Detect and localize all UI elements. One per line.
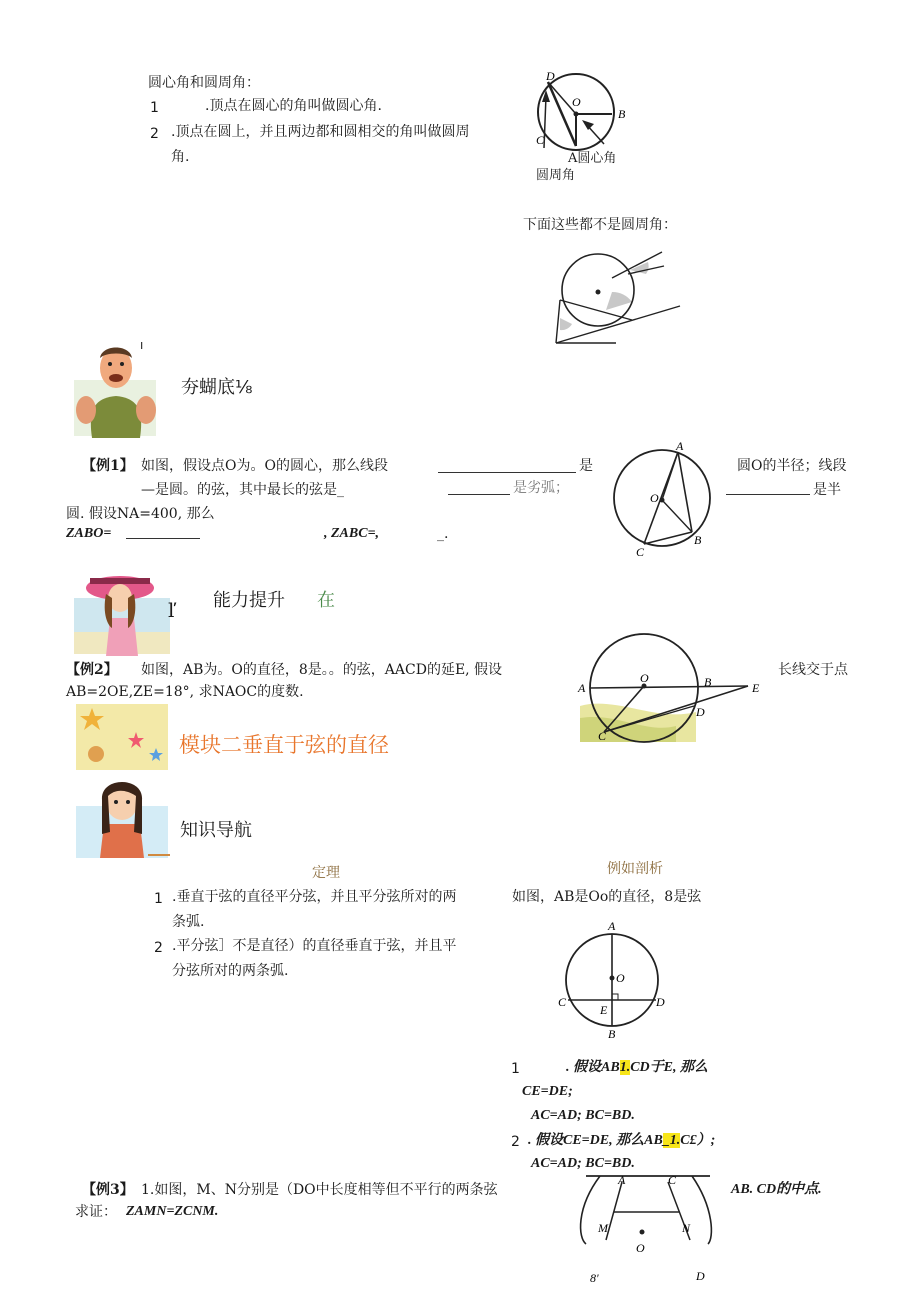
figure-non-inscribed-angles — [552, 240, 692, 350]
analysis-text: . 假设AB — [566, 1060, 620, 1075]
cartoon-girl-image — [74, 772, 170, 858]
figure-example3-circle — [582, 1168, 722, 1288]
example-text: _. — [437, 526, 449, 542]
caption-inscribed-angle: 圆周角 — [536, 168, 576, 183]
header-mark: ı — [140, 338, 144, 352]
example-text: 长线交于点 — [778, 662, 848, 678]
cartoon-girl-hat-image — [72, 558, 175, 658]
point-label: A — [608, 919, 616, 933]
example-text: 是劣弧； — [513, 480, 569, 496]
point-label: 8' — [590, 1271, 599, 1285]
list-number: 2 — [511, 1134, 520, 1150]
point-label: A — [676, 439, 684, 453]
point-label: B — [618, 107, 626, 121]
point-label: E — [752, 681, 760, 695]
point-label: O — [640, 671, 649, 685]
point-label: O — [616, 971, 625, 985]
point-label: A — [578, 681, 586, 695]
figure-perpendicular-diameter — [556, 918, 676, 1041]
point-label: O — [636, 1241, 645, 1255]
list-number: 2 — [154, 940, 163, 956]
example-text: 求证： — [75, 1204, 117, 1220]
example-text: —是圆。的弦，其中最长的弦是_ — [141, 482, 344, 498]
answer-blank — [438, 472, 576, 473]
analysis-item — [566, 1058, 708, 1077]
example-text: 是半 — [813, 482, 841, 498]
example-text: 如图，AB为。O的直径，8是。。的弦，AACD的延E, 假设 — [141, 662, 503, 678]
example-text: 圆O的半径；线段 — [737, 458, 847, 474]
caption-central-angle: A圆心角 — [568, 151, 617, 166]
figure-example2-circle — [576, 626, 766, 746]
list-item: .顶点在圆心的角叫做圆心角. — [205, 98, 382, 114]
example-tag: 【例2】 — [66, 662, 118, 678]
star-decoration-image — [74, 702, 170, 772]
cartoon-man-image — [72, 340, 162, 440]
section-title: 圆心角和圆周角： — [148, 75, 260, 91]
point-label: C — [668, 1173, 677, 1187]
point-label: C — [536, 133, 545, 147]
section-heading-extra: 在 — [317, 590, 335, 611]
header-mark: ľ — [168, 598, 175, 622]
point-label: C — [598, 729, 607, 743]
analysis-formula: CE=DE; — [522, 1084, 573, 1099]
point-label: O — [650, 491, 659, 505]
example-text: 1.如图，M、N分别是（DO中长度相等但不平行的两条弦 — [141, 1182, 498, 1198]
point-label: B — [704, 675, 712, 689]
theorem-item: .平分弦］不是直径）的直径垂直于弦，并且平 — [172, 938, 457, 954]
theorem-item-continued: 条弧. — [172, 914, 205, 930]
point-label: D — [696, 1269, 705, 1283]
example-tag: 【例1】 — [82, 458, 134, 474]
example-text: 圆. 假设NA=400, 那么 — [66, 506, 215, 522]
highlighted-symbol: _1. — [662, 1133, 681, 1148]
point-label: D — [546, 69, 555, 83]
analysis-item — [528, 1131, 715, 1150]
analysis-text: 如图，AB是Oo的直径，8是弦 — [512, 889, 702, 905]
example-formula: , ZABC=, — [324, 526, 380, 541]
point-label: E — [600, 1003, 608, 1017]
example-tag: 【例3】 — [82, 1182, 134, 1198]
answer-blank — [448, 494, 510, 495]
point-label: N — [682, 1221, 691, 1235]
not-inscribed-label: 下面这些都不是圆周角： — [523, 217, 677, 233]
point-label: M — [598, 1221, 608, 1235]
theorem-item-continued: 分弦所对的两条弧. — [172, 963, 289, 979]
section-heading-basics: 夯蝴底⅛ — [181, 377, 253, 398]
point-label: D — [696, 705, 705, 719]
example-text: 如图，假设点O为。O的圆心，那么线段 — [141, 458, 388, 474]
highlighted-symbol: 1. — [619, 1060, 631, 1075]
analysis-text: C£）; — [680, 1133, 716, 1148]
point-label: C — [636, 545, 645, 559]
analysis-text: . 假设CE=DE, 那么AB — [528, 1133, 663, 1148]
analysis-title: 例如剖析 — [607, 861, 663, 877]
list-number: 1 — [154, 891, 163, 907]
figure-example1-circle — [606, 439, 716, 562]
point-label: O — [572, 95, 581, 109]
example-text: AB. CD的中点. — [731, 1182, 822, 1197]
theorem-title: 定理 — [312, 865, 340, 881]
example-formula: ZABO= — [66, 526, 112, 541]
list-item: .顶点在圆上，并且两边都和圆相交的角叫做圆周 — [171, 124, 470, 140]
list-item-continued: 角. — [171, 149, 190, 165]
point-label: B — [608, 1027, 616, 1041]
example-formula: ZAMN=ZCNM. — [126, 1204, 219, 1219]
answer-blank — [126, 538, 200, 539]
point-label: B — [694, 533, 702, 547]
point-label: C — [558, 995, 567, 1009]
example-text: AB=2OE,ZE=18°, 求NAOC的度数. — [66, 684, 304, 700]
theorem-item: .垂直于弦的直径平分弦，并且平分弦所对的两 — [172, 889, 457, 905]
analysis-formula: AC=AD; BC=BD. — [531, 1108, 635, 1123]
section-heading-knowledge: 知识导航 — [180, 820, 252, 841]
analysis-formula: AC=AD; BC=BD. — [531, 1156, 635, 1171]
analysis-text: CD于E, 那么 — [630, 1060, 708, 1075]
section-heading-ability: 能力提升 — [213, 590, 285, 611]
point-label: D — [656, 995, 665, 1009]
example-text: 是 — [579, 458, 593, 474]
list-number: 1 — [150, 100, 159, 116]
decorative-rule — [148, 854, 170, 862]
module-title: 模块二垂直于弦的直径 — [179, 733, 389, 757]
list-number: 2 — [150, 126, 159, 142]
answer-blank — [726, 494, 810, 495]
point-label: A — [618, 1173, 626, 1187]
list-number: 1 — [511, 1061, 520, 1077]
